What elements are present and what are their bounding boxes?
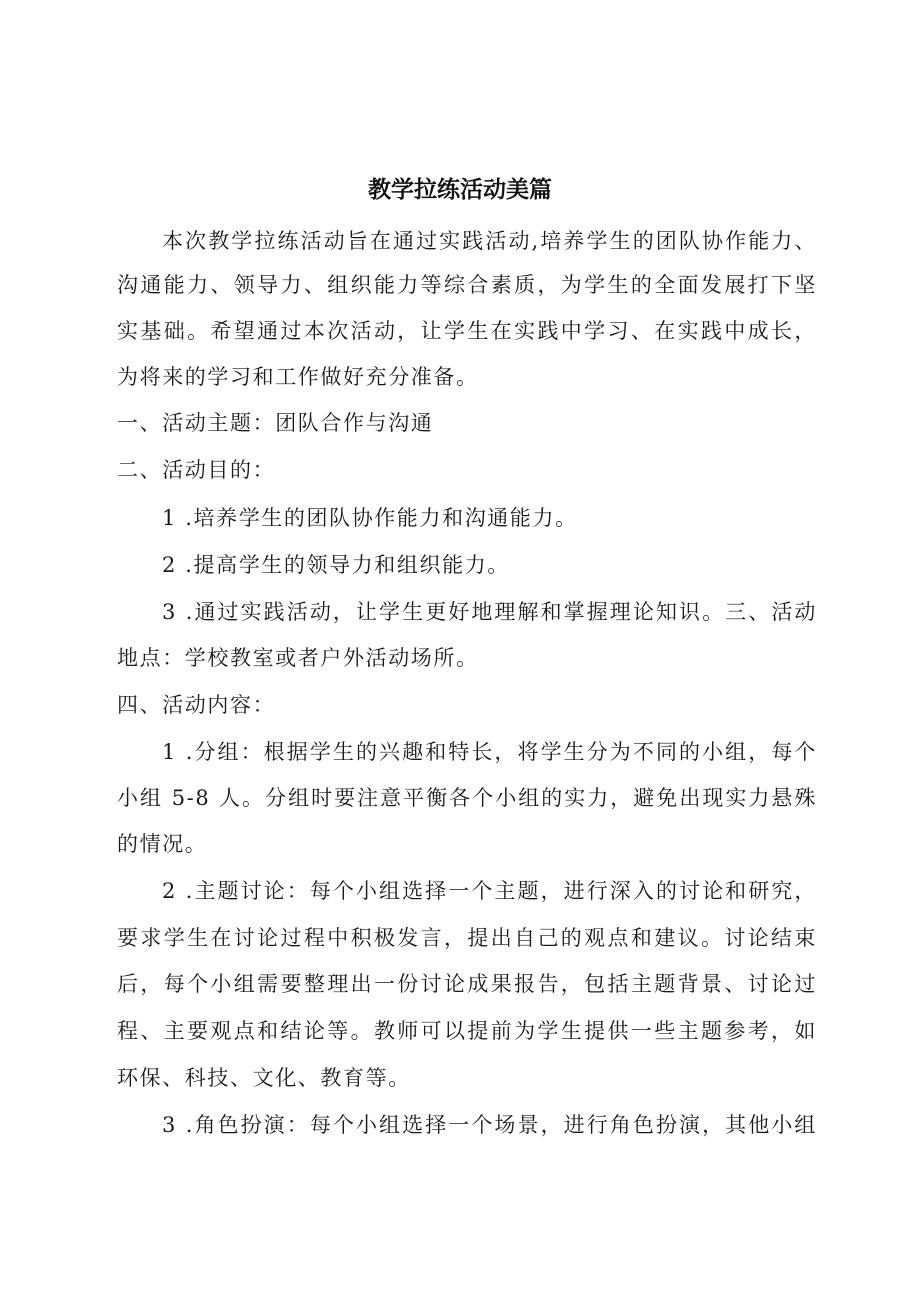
list-item: 2 .主题讨论：每个小组选择一个主题，进行深入的讨论和研究，: [162, 879, 817, 903]
section-heading: 四、活动内容：: [117, 693, 276, 717]
paragraph-line: 沟通能力、领导力、组织能力等综合素质，为学生的全面发展打下坚: [117, 273, 817, 297]
list-item-continuation: 地点：学校教室或者户外活动场所。: [117, 646, 479, 670]
section-heading: 二、活动目的：: [117, 458, 276, 482]
paragraph-line: 本次教学拉练活动旨在通过实践活动,培养学生的团队协作能力、: [162, 229, 817, 253]
document-title: 教学拉练活动美篇: [368, 177, 552, 203]
list-item-continuation: 要求学生在讨论过程中积极发言，提出自己的观点和建议。讨论结束: [117, 926, 817, 950]
list-item: 1 .培养学生的团队协作能力和沟通能力。: [162, 506, 578, 530]
paragraph-line: 为将来的学习和工作做好充分准备。: [117, 365, 479, 389]
list-item-continuation: 后，每个小组需要整理出一份讨论成果报告，包括主题背景、讨论过: [117, 972, 817, 996]
list-item: 3 .角色扮演：每个小组选择一个场景，进行角色扮演，其他小组: [162, 1113, 817, 1137]
list-item-continuation: 的情况。: [117, 832, 208, 856]
list-item-continuation: 环保、科技、文化、教育等。: [117, 1066, 411, 1090]
list-item: 2 .提高学生的领导力和组织能力。: [162, 553, 510, 577]
list-item: 1 .分组：根据学生的兴趣和特长，将学生分为不同的小组，每个: [162, 740, 817, 764]
paragraph-line: 实基础。希望通过本次活动，让学生在实践中学习、在实践中成长，: [117, 319, 817, 343]
list-item-continuation: 程、主要观点和结论等。教师可以提前为学生提供一些主题参考，如: [117, 1019, 817, 1043]
section-heading: 一、活动主题：团队合作与沟通: [117, 411, 434, 435]
list-item: 3 .通过实践活动，让学生更好地理解和掌握理论知识。三、活动: [162, 600, 817, 624]
list-item-continuation: 小组 5-8 人。分组时要注意平衡各个小组的实力，避免出现实力悬殊: [117, 786, 817, 810]
